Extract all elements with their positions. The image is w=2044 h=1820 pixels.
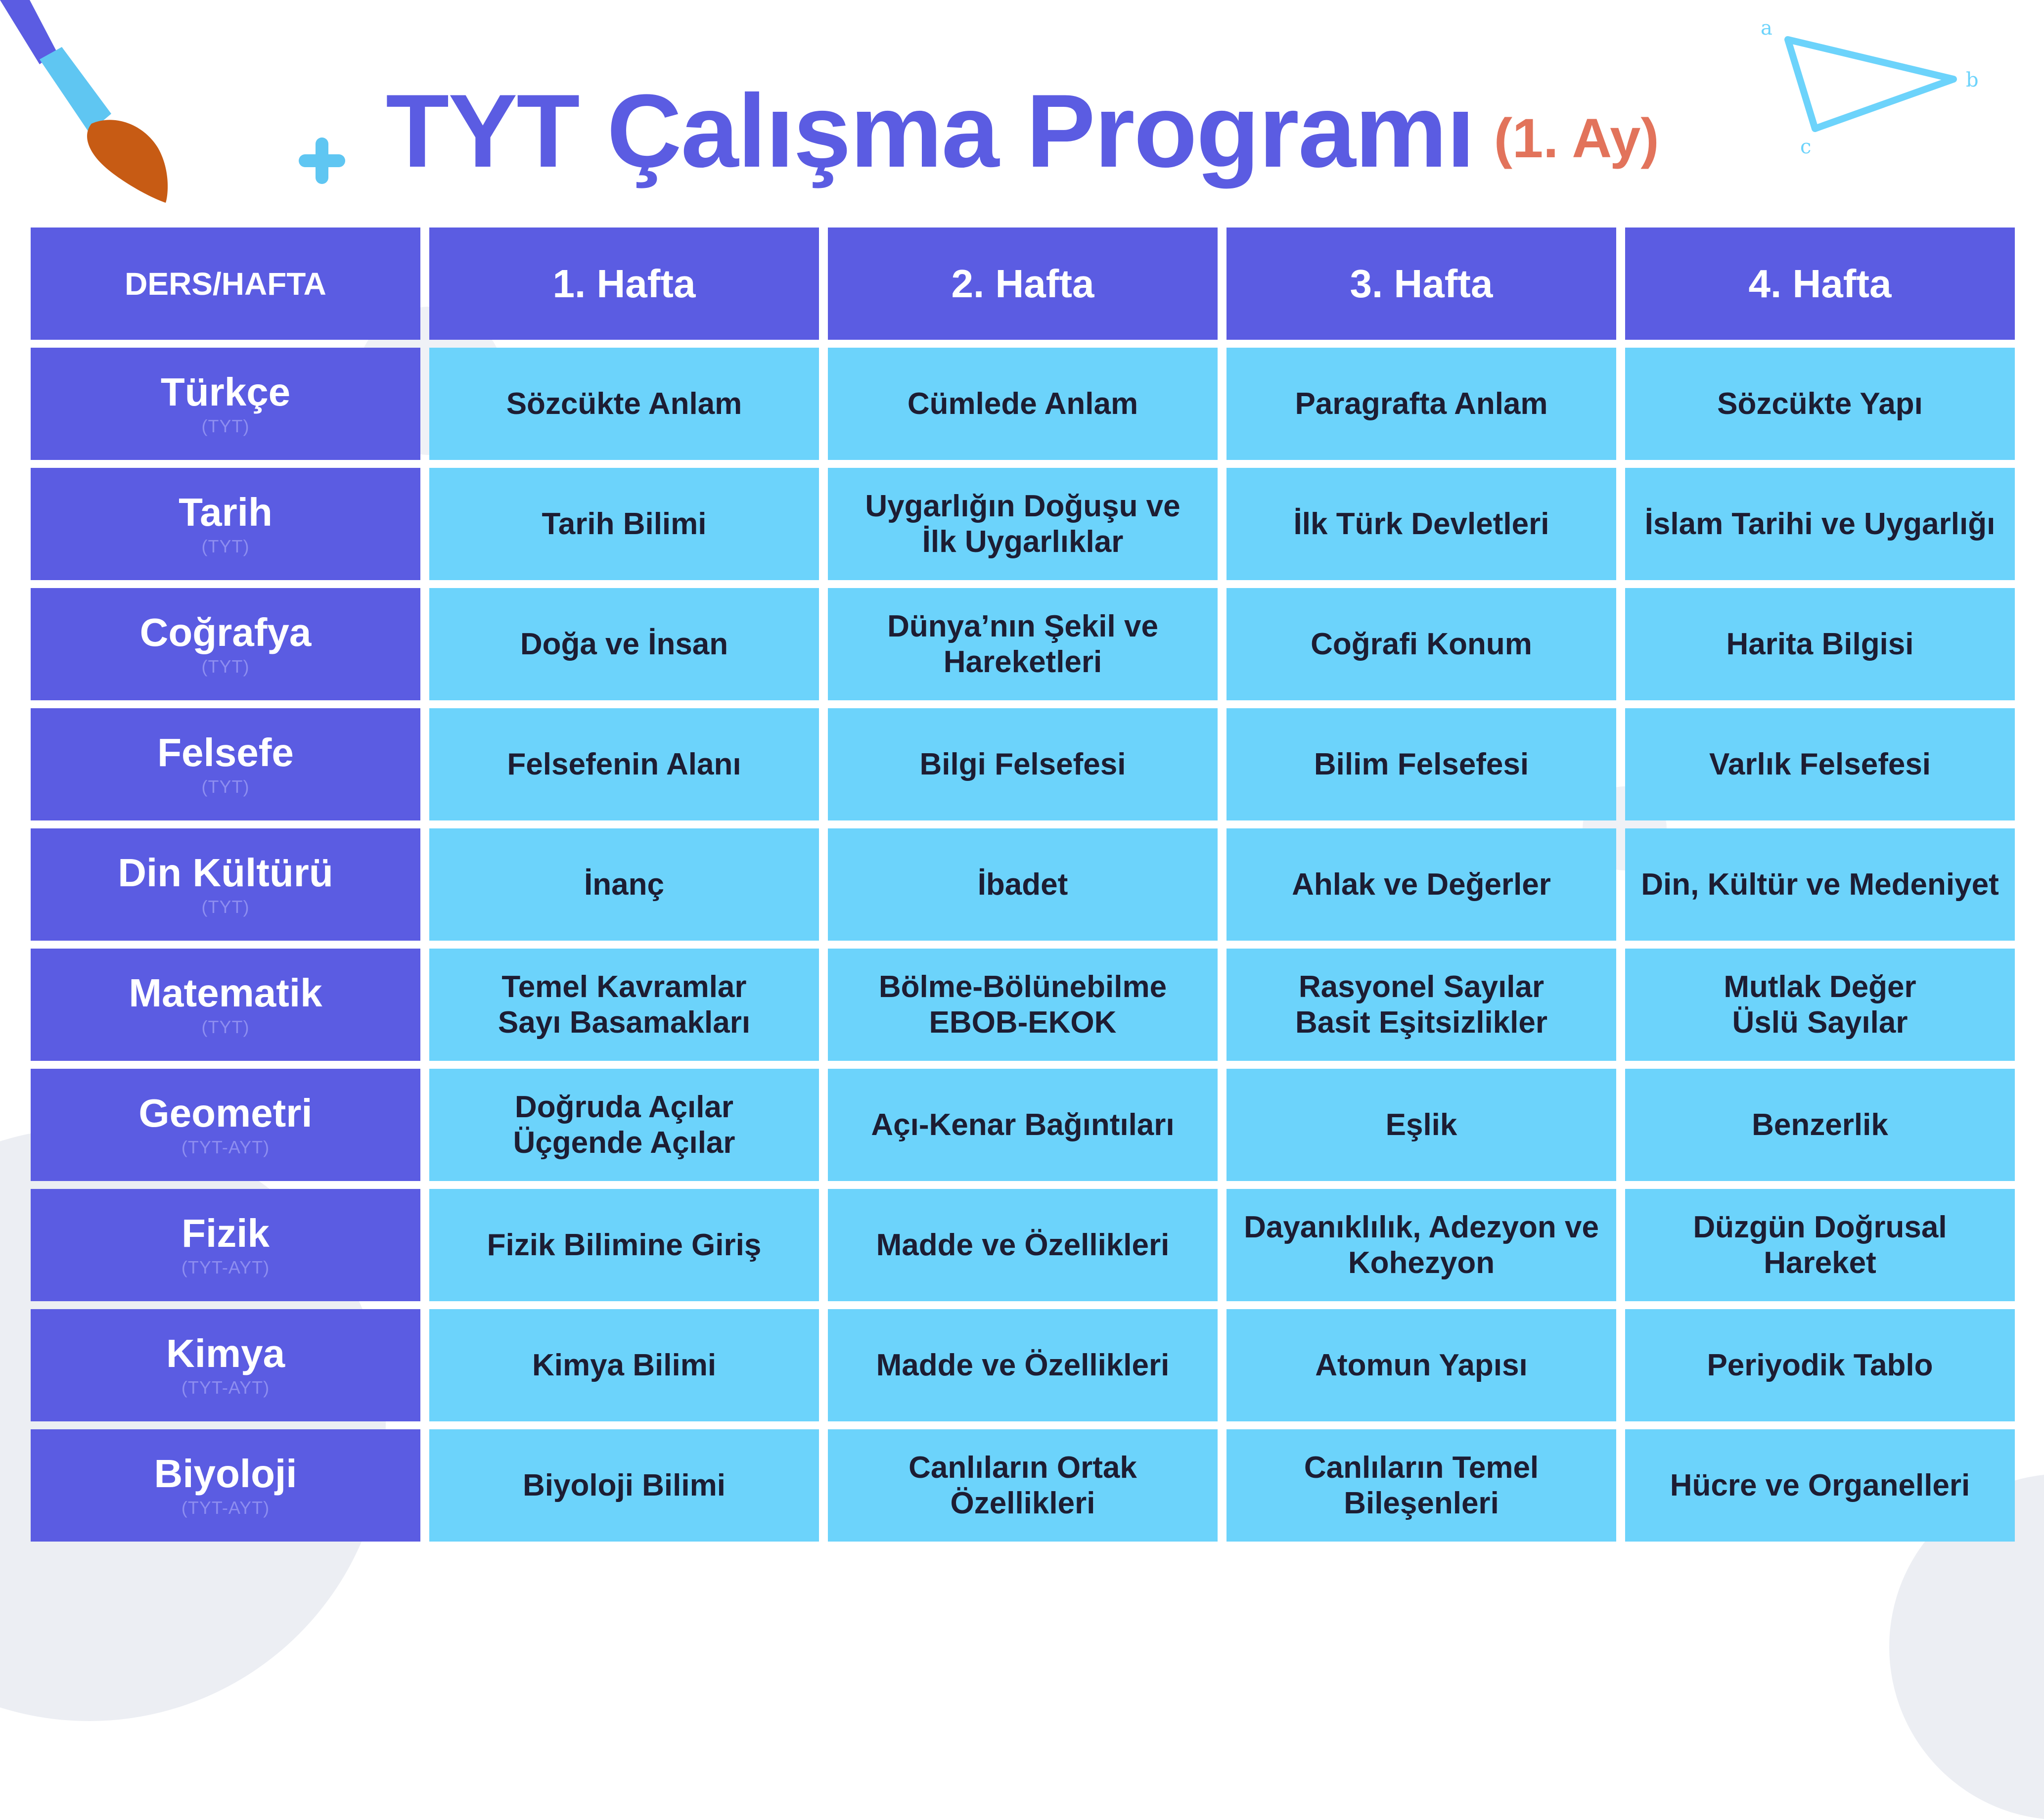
subject-exam-tag: (TYT): [201, 1016, 250, 1037]
subject-exam-tag: (TYT-AYT): [181, 1377, 270, 1398]
subject-exam-tag: (TYT-AYT): [181, 1497, 270, 1518]
topic-cell: Doğruda Açılar Üçgende Açılar: [429, 1069, 819, 1181]
topic-cell: Açı-Kenar Bağıntıları: [828, 1069, 1218, 1181]
subject-cell: [31, 949, 420, 1061]
subject-cell: [31, 828, 420, 941]
subject-name: Türkçe: [160, 369, 291, 414]
topic-cell: Harita Bilgisi: [1625, 588, 2015, 700]
subject-name: Kimya: [166, 1331, 285, 1375]
topic-cell: Bölme-Bölünebilme EBOB-EKOK: [828, 949, 1218, 1061]
topic-cell: Canlıların Ortak Özellikleri: [828, 1429, 1218, 1542]
subject-cell: [31, 1069, 420, 1181]
topic-cell: Din, Kültür ve Medeniyet: [1625, 828, 2015, 941]
topic-cell: Ahlak ve Değerler: [1226, 828, 1616, 941]
topic-cell: İslam Tarihi ve Uygarlığı: [1625, 468, 2015, 580]
topic-cell: Atomun Yapısı: [1226, 1309, 1616, 1421]
topic-cell: Kimya Bilimi: [429, 1309, 819, 1421]
schedule-table: [31, 228, 2015, 1542]
triangle-label-b: b: [1966, 69, 1979, 91]
topic-cell: Rasyonel Sayılar Basit Eşitsizlikler: [1226, 949, 1616, 1061]
topic-cell: Coğrafi Konum: [1226, 588, 1616, 700]
topic-cell: İbadet: [828, 828, 1218, 941]
subject-name: Biyoloji: [154, 1451, 297, 1496]
header-week-2: 2. Hafta: [828, 228, 1218, 340]
subject-exam-tag: (TYT): [201, 415, 250, 436]
page-subtitle: (1. Ay): [1494, 107, 1659, 169]
header-week-1: 1. Hafta: [429, 228, 819, 340]
topic-cell: Biyoloji Bilimi: [429, 1429, 819, 1542]
page-title: TYT Çalışma Programı: [386, 73, 1474, 189]
topic-cell: Hücre ve Organelleri: [1625, 1429, 2015, 1542]
subject-cell: [31, 348, 420, 460]
header-week-4: 4. Hafta: [1625, 228, 2015, 340]
topic-cell: Mutlak Değer Üslü Sayılar: [1625, 949, 2015, 1061]
topic-cell: Tarih Bilimi: [429, 468, 819, 580]
topic-cell: Madde ve Özellikleri: [828, 1189, 1218, 1301]
subject-exam-tag: (TYT): [201, 536, 250, 556]
header-corner-cell: DERS/HAFTA: [31, 228, 420, 340]
subject-exam-tag: (TYT): [201, 896, 250, 917]
subject-cell: [31, 1429, 420, 1542]
topic-cell: Canlıların Temel Bileşenleri: [1226, 1429, 1616, 1542]
subject-exam-tag: (TYT): [201, 656, 250, 677]
topic-cell: Doğa ve İnsan: [429, 588, 819, 700]
topic-cell: Paragrafta Anlam: [1226, 348, 1616, 460]
subject-exam-tag: (TYT-AYT): [181, 1257, 270, 1277]
topic-cell: Dünya’nın Şekil ve Hareketleri: [828, 588, 1218, 700]
subject-exam-tag: (TYT): [201, 776, 250, 797]
subject-exam-tag: (TYT-AYT): [181, 1137, 270, 1157]
topic-cell: Fizik Bilimine Giriş: [429, 1189, 819, 1301]
topic-cell: Dayanıklılık, Adezyon ve Kohezyon: [1226, 1189, 1616, 1301]
topic-cell: Uygarlığın Doğuşu ve İlk Uygarlıklar: [828, 468, 1218, 580]
topic-cell: Cümlede Anlam: [828, 348, 1218, 460]
topic-cell: Eşlik: [1226, 1069, 1616, 1181]
subject-name: Felsefe: [157, 730, 294, 774]
subject-cell: [31, 468, 420, 580]
plus-icon: [295, 134, 349, 188]
topic-cell: Sözcükte Yapı: [1625, 348, 2015, 460]
subject-cell: [31, 588, 420, 700]
subject-cell: [31, 1309, 420, 1421]
paintbrush-icon: [0, 0, 188, 208]
triangle-label-a: a: [1761, 17, 1772, 40]
triangle-icon: [1741, 10, 1998, 158]
subject-name: Fizik: [182, 1211, 270, 1255]
subject-name: Tarih: [179, 490, 273, 534]
topic-cell: Bilgi Felsefesi: [828, 708, 1218, 820]
subject-name: Matematik: [129, 970, 322, 1015]
topic-cell: Temel Kavramlar Sayı Basamakları: [429, 949, 819, 1061]
triangle-label-c: c: [1800, 136, 1812, 158]
subject-name: Coğrafya: [139, 610, 312, 654]
topic-cell: Felsefenin Alanı: [429, 708, 819, 820]
topic-cell: Düzgün Doğrusal Hareket: [1625, 1189, 2015, 1301]
topic-cell: Benzerlik: [1625, 1069, 2015, 1181]
subject-cell: [31, 1189, 420, 1301]
subject-cell: [31, 708, 420, 820]
subject-name: Geometri: [138, 1091, 313, 1135]
header: [386, 64, 1659, 189]
topic-cell: İlk Türk Devletleri: [1226, 468, 1616, 580]
topic-cell: Varlık Felsefesi: [1625, 708, 2015, 820]
topic-cell: Sözcükte Anlam: [429, 348, 819, 460]
subject-name: Din Kültürü: [118, 850, 333, 895]
topic-cell: İnanç: [429, 828, 819, 941]
topic-cell: Periyodik Tablo: [1625, 1309, 2015, 1421]
topic-cell: Bilim Felsefesi: [1226, 708, 1616, 820]
topic-cell: Madde ve Özellikleri: [828, 1309, 1218, 1421]
header-week-3: 3. Hafta: [1226, 228, 1616, 340]
